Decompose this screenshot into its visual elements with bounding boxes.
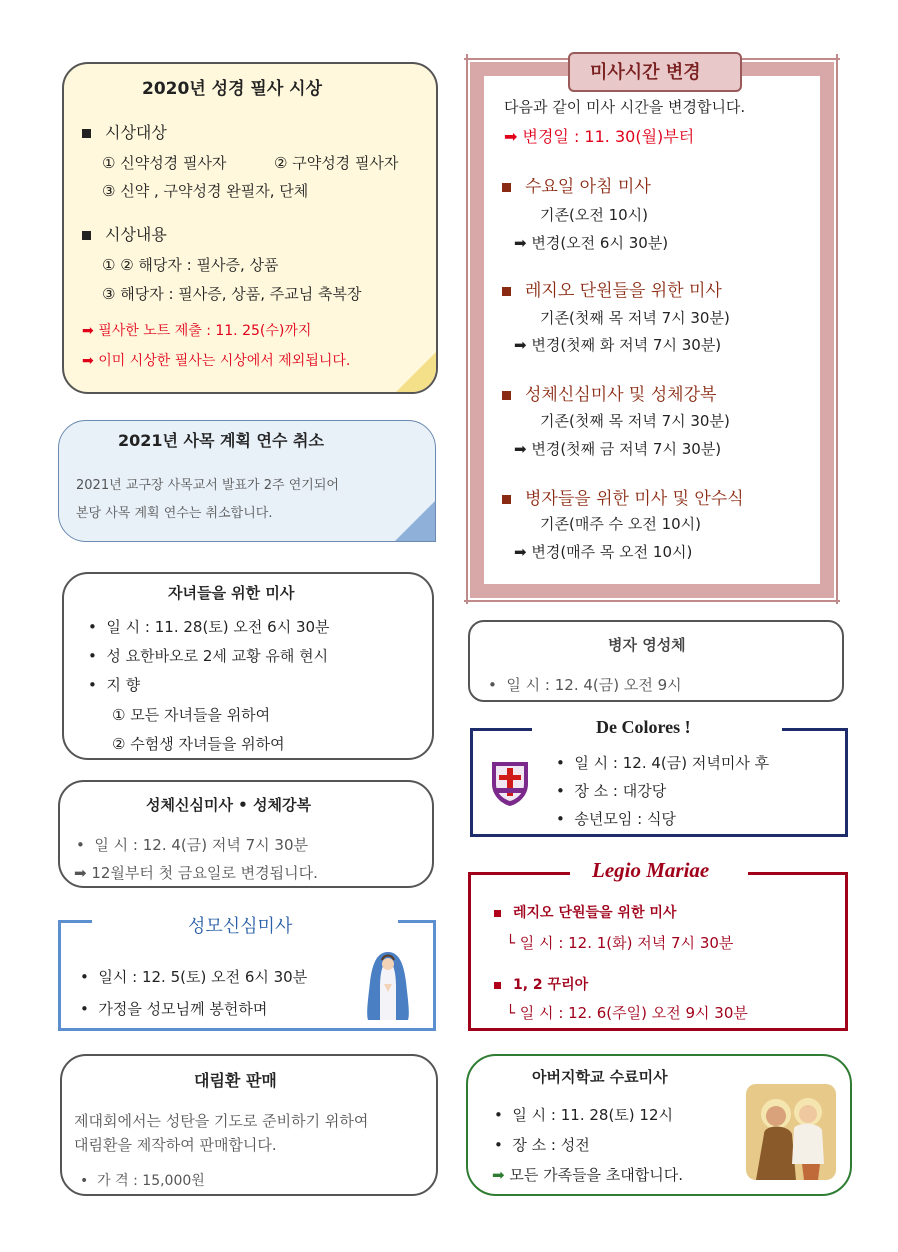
note-deadline: ➡ 필사한 노트 제출 : 11. 25(수)까지 <box>82 323 312 339</box>
pastoral-line-2: 본당 사목 계획 연수는 취소합니다. <box>76 506 273 521</box>
father-item-3: ➡ 모든 가족들을 초대합니다. <box>492 1166 684 1184</box>
frame-rail-left <box>466 54 468 604</box>
decolores-top-left-bar <box>470 728 532 731</box>
marian-top-right-bar <box>398 920 433 923</box>
arrow-icon: ➡ <box>514 543 532 561</box>
section-1-after: ➡ 변경(오전 6시 30분) <box>514 234 669 252</box>
wreath-line-1: 제대회에서는 성탄을 기도로 준비하기 위하여 <box>74 1112 369 1130</box>
wreath-title: 대림환 판매 <box>194 1071 277 1090</box>
arrow-icon: ➡ <box>514 336 532 354</box>
adoration-item-1: • 일 시 : 12. 4(금) 저녁 7시 30분 <box>76 836 308 854</box>
father-item-1: • 일 시 : 11. 28(토) 12시 <box>494 1106 673 1124</box>
decolores-item-2: • 장 소 : 대강당 <box>556 782 667 800</box>
marian-top-left-bar <box>58 920 92 923</box>
pastoral-title: 2021년 사목 계획 연수 취소 <box>118 431 324 450</box>
legio-head-2: 1, 2 꾸리아 <box>494 974 588 994</box>
arrow-icon: ➡ <box>74 864 92 882</box>
legio-line-2: └ 일 시 : 12. 6(주일) 오전 9시 30분 <box>506 1004 748 1022</box>
marian-title: 성모신심미사 <box>188 916 293 937</box>
legio-top-left-bar <box>468 872 570 875</box>
legio-title: Legio Mariae <box>592 858 710 882</box>
st-joseph-image <box>746 1084 836 1180</box>
virgin-mary-image <box>362 948 414 1022</box>
masstime-intro: 다음과 같이 미사 시간을 변경합니다. <box>504 98 746 116</box>
note-excluded: ➡ 이미 시상한 필사는 시상에서 제외됩니다. <box>82 353 351 369</box>
corner-decoration <box>394 350 438 394</box>
sick-title: 병자 영성체 <box>608 636 686 654</box>
target-line-1a: ① 신약성경 필사자 <box>102 154 227 172</box>
wreath-price: • 가 격 : 15,000원 <box>80 1173 205 1189</box>
adoration-title: 성체신심미사 • 성체강복 <box>146 796 311 814</box>
frame-rail-right <box>836 54 838 604</box>
decolores-title: De Colores ! <box>596 717 691 737</box>
section-3-after: ➡ 변경(첫째 금 저녁 7시 30분) <box>514 440 722 458</box>
frame-rail-bottom <box>464 600 840 602</box>
corner-decoration <box>395 501 435 541</box>
pastoral-line-1: 2021년 교구장 사목교서 발표가 2주 연기되어 <box>76 478 339 493</box>
legio-top-right-bar <box>748 872 845 875</box>
children-sub-2: ② 수험생 자녀들을 위하여 <box>112 735 285 753</box>
legio-line-1: └ 일 시 : 12. 1(화) 저녁 7시 30분 <box>506 934 734 952</box>
decolores-top-right-bar <box>782 728 845 731</box>
section-1-heading: 수요일 아침 미사 <box>502 172 651 197</box>
children-item-3: • 지 향 <box>88 676 141 694</box>
masstime-change-date: ➡ 변경일 : 11. 30(월)부터 <box>504 127 695 146</box>
decolores-item-3: • 송년모임 : 식당 <box>556 810 676 828</box>
section-2-before: 기존(첫째 목 저녁 7시 30분) <box>540 309 730 327</box>
content-heading: 시상내용 <box>82 222 167 245</box>
section-3-before: 기존(첫째 목 저녁 7시 30분) <box>540 412 730 430</box>
arrow-icon: ➡ <box>514 234 532 252</box>
wreath-line-2: 대림환을 제작하여 판매합니다. <box>74 1136 277 1154</box>
father-title: 아버지학교 수료미사 <box>532 1068 668 1086</box>
section-3-heading: 성체신심미사 및 성체강복 <box>502 380 716 405</box>
arrow-icon: ➡ <box>82 323 99 339</box>
arrow-icon: ➡ <box>504 127 523 146</box>
section-2-heading: 레지오 단원들을 위한 미사 <box>502 276 722 301</box>
marian-item-1: • 일시 : 12. 5(토) 오전 6시 30분 <box>80 968 308 986</box>
section-4-after: ➡ 변경(매주 목 오전 10시) <box>514 543 693 561</box>
decolores-item-1: • 일 시 : 12. 4(금) 저녁미사 후 <box>556 754 770 772</box>
adoration-item-2: ➡ 12월부터 첫 금요일로 변경됩니다. <box>74 864 318 882</box>
target-line-2: ③ 신약 , 구약성경 완필자, 단체 <box>102 182 309 200</box>
masstime-title: 미사시간 변경 <box>590 62 701 83</box>
arrow-icon: ➡ <box>492 1166 510 1184</box>
children-title: 자녀들을 위한 미사 <box>168 584 295 602</box>
section-2-after: ➡ 변경(첫째 화 저녁 7시 30분) <box>514 336 722 354</box>
section-4-heading: 병자들을 위한 미사 및 안수식 <box>502 484 744 509</box>
children-item-1: • 일 시 : 11. 28(토) 오전 6시 30분 <box>88 618 330 636</box>
legio-head-1: 레지오 단원들을 위한 미사 <box>494 902 676 922</box>
children-sub-1: ① 모든 자녀들을 위하여 <box>112 706 271 724</box>
bible-award-title: 2020년 성경 필사 시상 <box>142 79 323 99</box>
children-item-2: • 성 요한바오로 2세 교황 유해 현시 <box>88 647 329 665</box>
sick-item-1: • 일 시 : 12. 4(금) 오전 9시 <box>488 676 682 694</box>
section-4-before: 기존(매주 수 오전 10시) <box>540 515 702 533</box>
section-1-before: 기존(오전 10시) <box>540 206 649 224</box>
arrow-icon: ➡ <box>514 440 532 458</box>
marian-item-2: • 가정을 성모님께 봉헌하며 <box>80 1000 268 1018</box>
arrow-icon: ➡ <box>82 353 99 369</box>
father-item-2: • 장 소 : 성전 <box>494 1136 590 1154</box>
target-line-1b: ② 구약성경 필사자 <box>274 154 399 172</box>
target-heading: 시상대상 <box>82 120 167 143</box>
cursillo-emblem-icon <box>488 758 532 808</box>
content-line-2: ③ 해당자 : 필사증, 상품, 주교님 축복장 <box>102 285 362 303</box>
content-line-1: ① ② 해당자 : 필사증, 상품 <box>102 256 279 274</box>
